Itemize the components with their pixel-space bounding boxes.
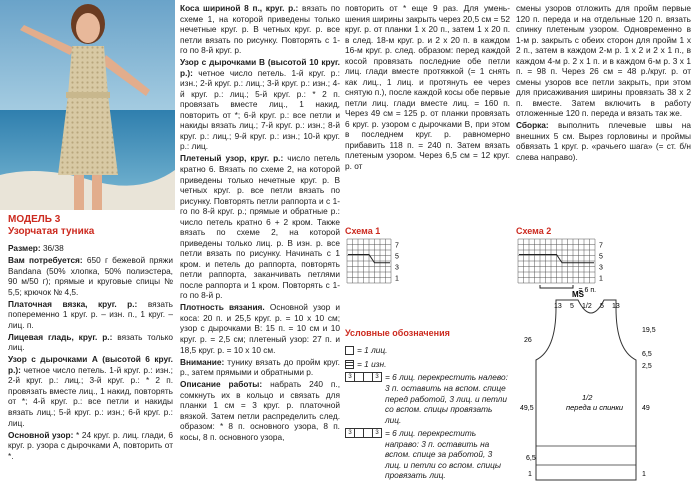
pattern-outline	[536, 300, 636, 480]
paragraph-materials: Вам потребуется: 650 г бежевой пряжи Bandana (50% хлопка, 50% полиэстера, 90 м/50 г); прямые и круговые спицы № 5,5; крючок № 4,5.	[8, 255, 173, 297]
column-1	[8, 214, 173, 463]
rapport-bracket	[540, 285, 573, 288]
chart-row-number: 3	[395, 264, 399, 272]
measure-top-4: 5	[600, 303, 604, 310]
legend-item-purl: = 1 изн.	[345, 359, 510, 370]
chart-row-number: 3	[599, 264, 603, 272]
measure-left-1: 26	[524, 337, 532, 344]
schema-2-title: Схема 2	[516, 226, 552, 236]
model-subtitle: Узорчатая туника	[8, 225, 95, 237]
model-title: МОДЕЛЬ 3	[8, 214, 61, 225]
purl-symbol-icon	[345, 360, 354, 369]
legend-item-knit: = 1 лиц.	[345, 345, 510, 356]
measure-top-3: 1/2	[582, 303, 592, 310]
paragraph-eyelet-a: Узор с дырочками А (высотой 6 круг. р.): четное число петель. 1-й круг. р.: изн.; 2-й круг. р.: лиц.; 3-й круг. р.: * 2 п. провязать вместе лиц., 1 накид, повторять от *; 4-й круг. р.: все петли и накиды вязать лиц.; 5-й круг. р.: изн.; 6-й круг. р.: лиц.	[8, 354, 173, 428]
cable-right-symbol-icon: 3 3	[345, 428, 382, 438]
paragraph-main-pattern: Основной узор: * 24 круг. р. лиц. глади, 6 круг. р. узора с дырочками А, повторить от *.	[8, 429, 174, 461]
center-label-text: переда и спинки	[566, 403, 624, 412]
legend-item-cable-left: 3 3 = 6 лиц. перекрестить налево: 3 п. оставить на вспом. спице перед работой, 3 лиц. и петли со вспом. спицы провязать лиц.	[345, 372, 510, 425]
rapport-label: = 6 п.	[578, 287, 597, 294]
knit-symbol-icon	[345, 346, 354, 355]
schema-2-chart	[516, 238, 656, 294]
measure-left-2: 49,5	[520, 405, 534, 412]
paragraph-garter: Платочная вязка, круг. р.: вязать попеременно 1 круг. р. – изн. п., 1 круг. – лиц. п.	[8, 298, 173, 330]
center-label-fraction: 1/2	[582, 393, 593, 402]
legend-title: Условные обозначения	[345, 328, 450, 338]
chart-row-number: 5	[395, 253, 399, 261]
column-3	[345, 3, 510, 173]
measure-right-5: 1	[642, 471, 646, 478]
measure-left-3: 6,5	[526, 455, 536, 462]
cable-left-symbol-icon: 3 3	[345, 372, 382, 382]
garment-pattern-diagram	[516, 290, 691, 486]
chart-row-number: 5	[599, 253, 603, 261]
paragraph-attention: Внимание: тунику вязать до пройм круг. р., затем прямыми и обратными р.	[180, 356, 340, 378]
paragraph-description-cont: повторить от * еще 9 раз. Для уменьшения ширины закрыть через 20,5 см = 52 круг. р. от планки 1 х 20 п., затем 1 х 20 п. в след. 18-м круг. р. и 2 х 20 п. в каждом 16-м круг. р. след. образом: перед каждой косой провязать последние обе петли лиц. глади вместе протяжкой (= 1 снять как лиц., 1 лиц. и протянуть ее через снятую п.), после каждой косы обе первые петли лиц. глади вместе лиц. = 160 п. Через 49 см = 125 р. от планки провязать 6 круг. р. узором с дырочками В, при этом в последнем круг. р. равномерно прибавить 118 п. = 240 п. Затем вязать плетеным узором. Через 6,5 см = 12 круг. р. от	[345, 3, 511, 171]
model-photo	[0, 0, 175, 210]
paragraph-braided: Плетеный узор, круг. р.: число петель кратно 6. Вязать по схеме 2, на которой приведены только нечетные круг. р. В четных круг. р. все петли вязать по рисунку. Повторять петли раппорта и с 1-го по 8-й круг. р.; прямые и обратные р.: число петель кратно 6 + 2 кром. Также вязать по схеме 2, на которой приведены только лиц. р. В изн. р. все петли вязать по рисунку. Начинать с 1 кром. и петель до раппорта, повторять петли раппорта, заканчивать петлями после раппорта и 1 кром. Повторять с 1-го по 8-й р.	[180, 153, 340, 301]
schema-1-title: Схема 1	[345, 226, 381, 236]
column-2	[180, 3, 340, 444]
measure-right-1: 19,5	[642, 327, 656, 334]
measure-top-2: 5	[570, 303, 574, 310]
legend-item-cable-right: 3 3 = 6 лиц. перекрестить направо: 3 п. оставить на вспом. спице за работой, 3 лиц. и петли со вспом. спицы провязать лиц.	[345, 428, 510, 481]
chart-row-number: 1	[395, 275, 399, 283]
paragraph-description: Описание работы: набрать 240 п., сомкнуть их в кольцо и связать для планки 1 см = 3 круг. р. платочной вязкой. Затем петли распределить след. образом: * 8 п. основного узора, 8 п. косы, 8 п. основного узора,	[180, 379, 340, 442]
paragraph-assembly: Сборка: выполнить плечевые швы на внешних 5 см. Вырез горловины и проймы обвязать 1 круг. р. «рачьего шага» (= ст. б/н слева направо).	[516, 120, 691, 162]
paragraph-armholes: смены узоров отложить для пройм первые 120 п. переда и на отдельные 120 п. вязать спинку плетеным узором. Одновременно в 1-м р. закрыть с обеих сторон для пройм 1 х 2 п., затем в каждом 2-м р. 1 х 2 и 2 х 1 п., в каждом 4-м р. 2 х 1 п. и в каждом 6-м р. 3 х 1 п. = 98 п. Через 26 см = 48 р./круг. р. от смены узоров все петли закрыть, при этом для присаживания ширины провязать 38 х 2 п. вместе. Затем включить в работу отложенные 120 п. переда и вязать так же.	[516, 3, 691, 119]
chart-row-number: 7	[599, 242, 603, 250]
measure-right-2: 6,5	[642, 351, 652, 358]
measure-top-1: 13	[554, 303, 562, 310]
paragraph-eyelet-b: Узор с дырочками В (высотой 10 круг. р.): четное число петель. 1-й круг. р.: изн.; 2-й круг. р.: лиц.; 3-й круг. р.: изн.; 4-й круг. р.: лиц.; 5-й круг. р.: * 2 п. провязать вместе лиц., 1 накид, повторить от *; 6-й круг. р.: все петли и накиды вязать лиц.; 7-й круг. р.: изн.; 8-й круг. р.: лиц.; 9-й круг. р.: изн.; 10-й круг. р.: лиц.	[180, 57, 340, 152]
paragraph-size: Размер: 36/38	[8, 243, 64, 253]
measure-right-3: 2,5	[642, 363, 652, 370]
measure-right-4: 49	[642, 405, 650, 412]
photo-illustration	[0, 0, 175, 210]
paragraph-gauge: Плотность вязания. Основной узор и коса: 20 п. и 25,5 круг. р. = 10 х 10 см; узор с дырочками В: 15 п. = 10 см и 10 круг. р. = 2,5 см; плетеный узор: 27 п. и 18,5 круг. р. = 10 х 10 см.	[180, 302, 340, 355]
column-4	[516, 3, 691, 164]
legend	[345, 328, 510, 484]
chart-row-number: 1	[599, 275, 603, 283]
paragraph-stockinette: Лицевая гладь, круг. р.: вязать только лиц.	[8, 331, 173, 353]
schema-1-chart	[345, 238, 435, 288]
measure-top-5: 13	[612, 303, 620, 310]
chart-row-number: 7	[395, 242, 399, 250]
ms-label: MS	[572, 290, 584, 299]
paragraph-cable: Коса шириной 8 п., круг. р.: вязать по схеме 1, на которой приведены только нечетные круг. р. В четных круг. р. все петли вязать по рисунку. Повторять с 1-го по 8-й круг. р.	[180, 3, 340, 56]
measure-left-4: 1	[528, 471, 532, 478]
